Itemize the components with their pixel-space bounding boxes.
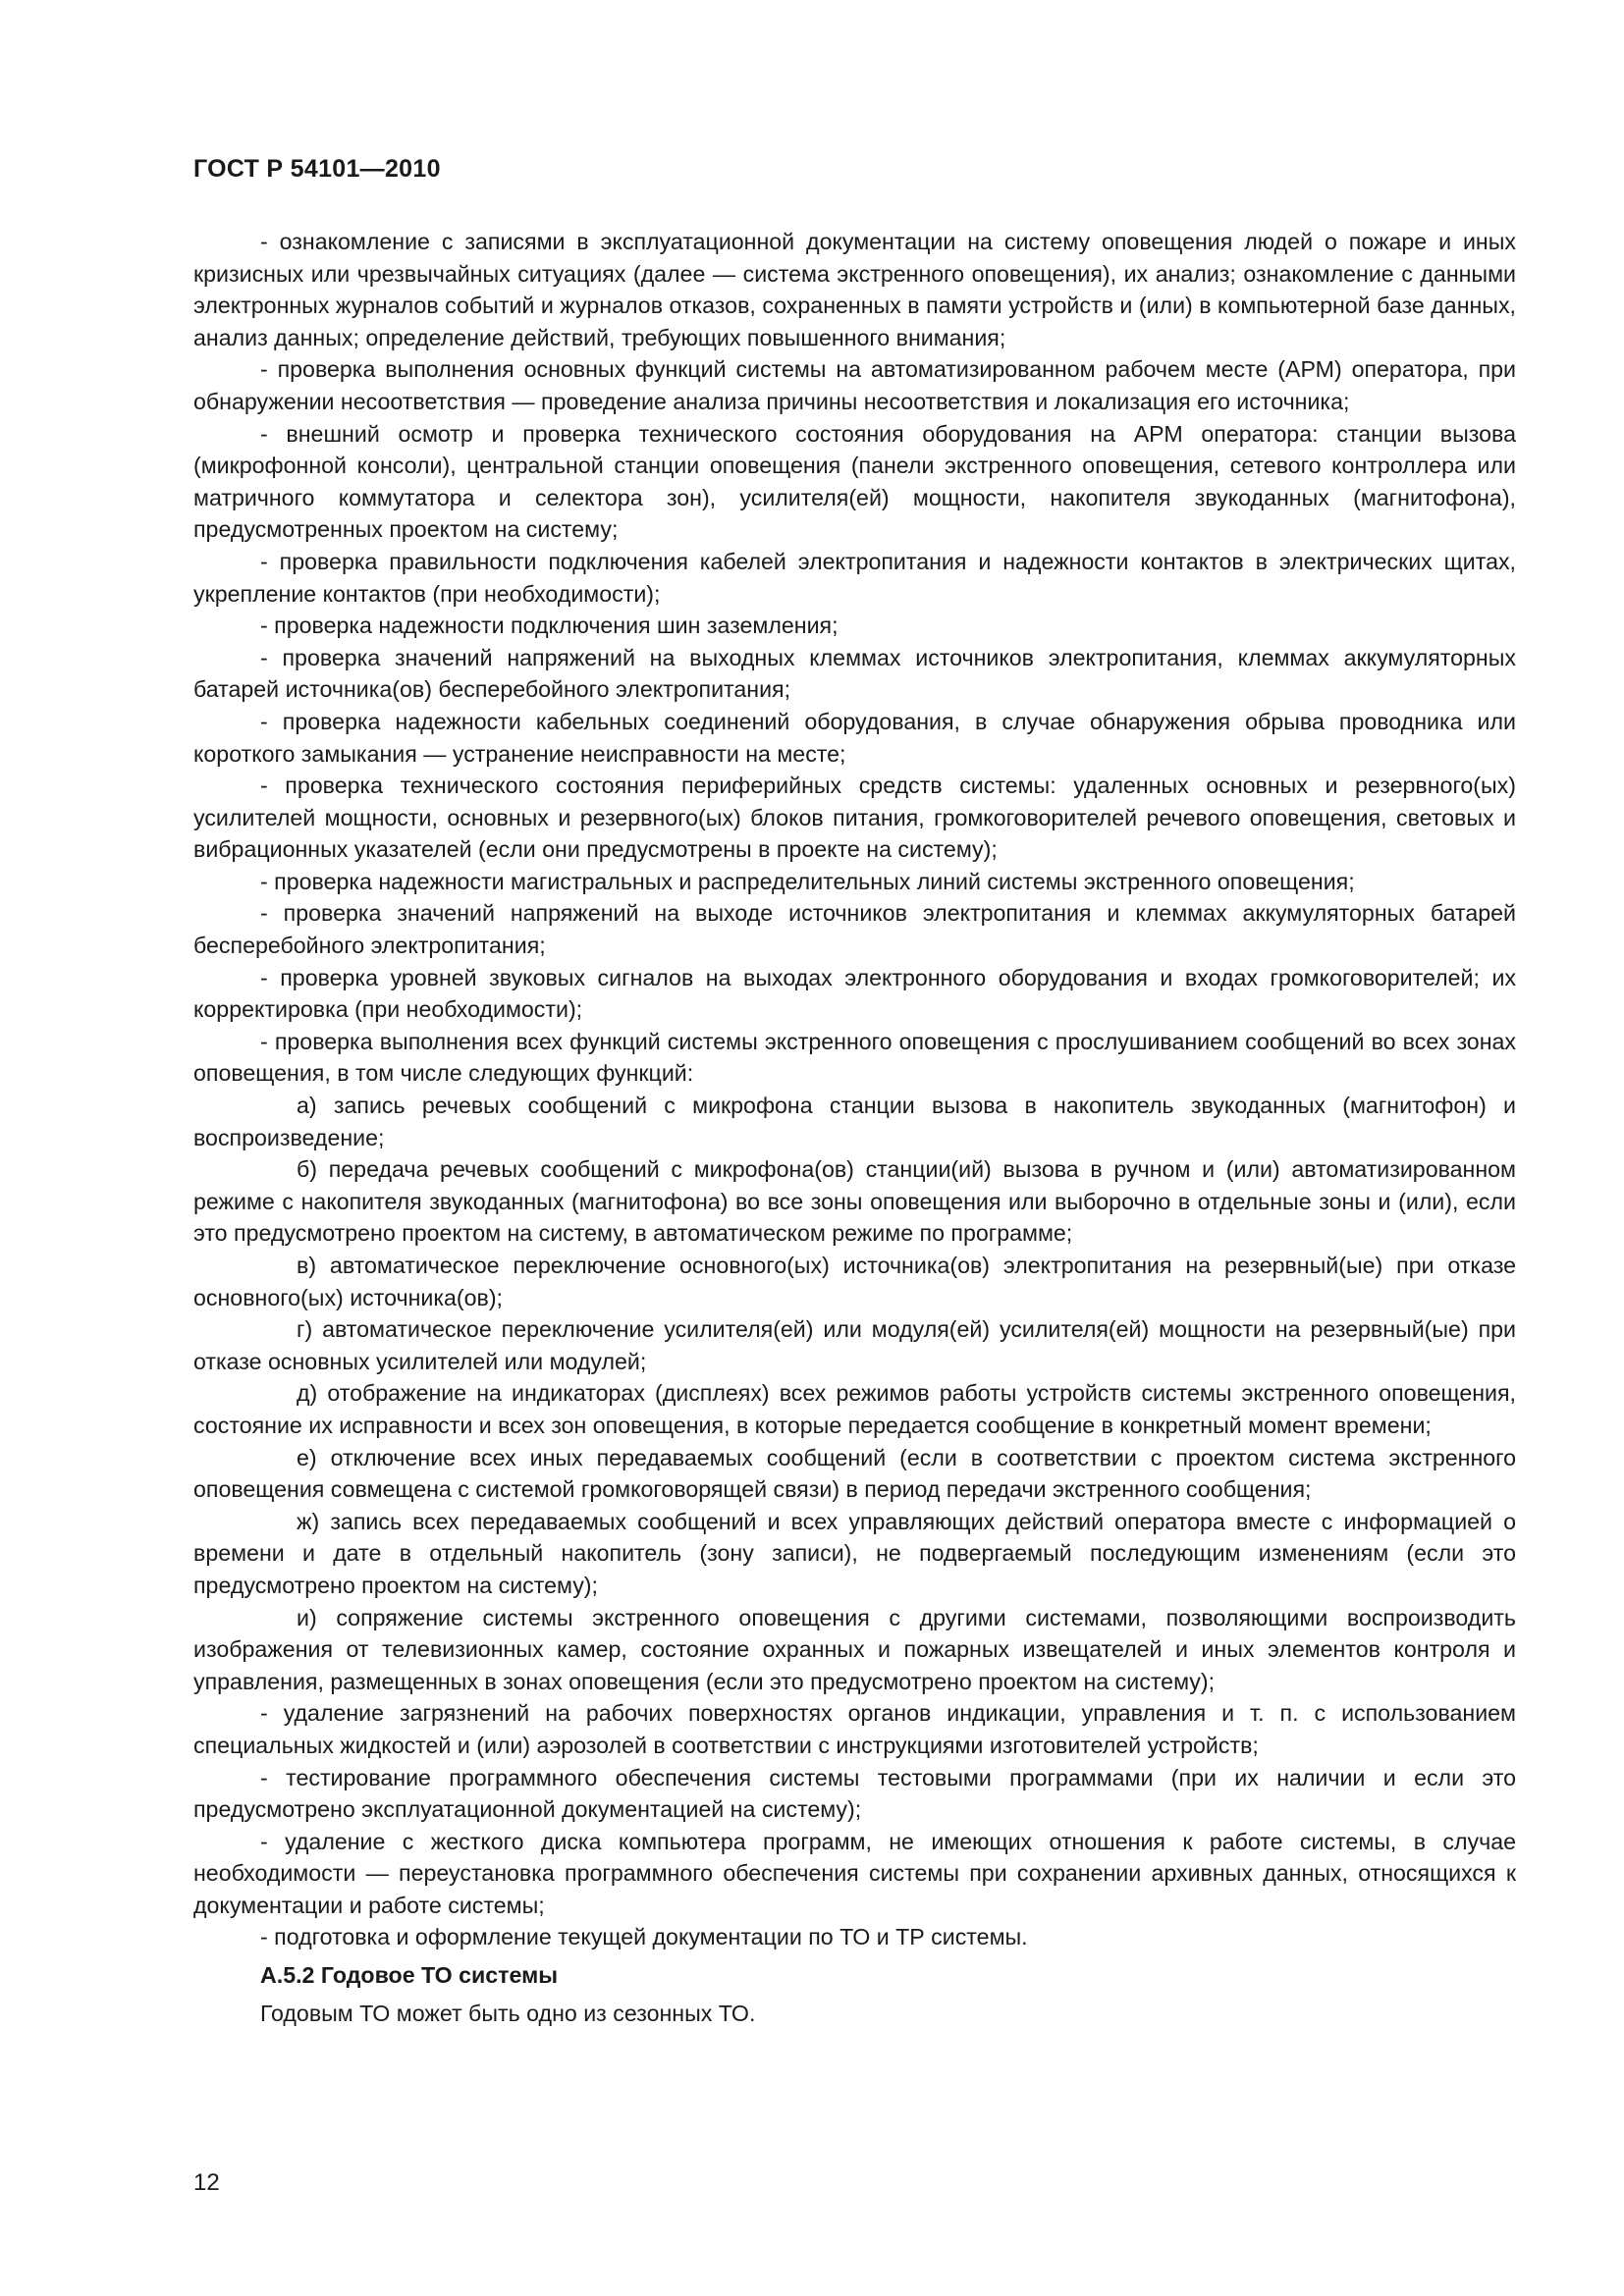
paragraph: - проверка правильности подключения кабелей электропитания и надежности контактов в электрических щитах, укрепление контактов (при необходимости); (193, 548, 1516, 607)
sub-item: ж) запись всех передаваемых сообщений и всех управляющих действий оператора вместе с информацией о времени и дате в отдельный накопитель (зону записи), не подвергаемый последующим изменениям (если это предусмотрено проектом на систему); (193, 1508, 1516, 1598)
paragraph: - удаление с жесткого диска компьютера программ, не имеющих отношения к работе системы, в случае необходимости — переустановка программного обеспечения системы при сохранении архивных данных, относящихся к документации и работе системы; (193, 1828, 1516, 1918)
paragraph: - проверка надежности подключения шин заземления; (260, 613, 839, 639)
paragraph: - проверка выполнения всех функций системы экстренного оповещения с прослушиванием сообщений во всех зонах оповещения, в том числе следующих функций: (193, 1028, 1516, 1087)
sub-item: в) автоматическое переключение основного(ых) источника(ов) электропитания на резервный(ые) при отказе основного(ых) источника(ов); (193, 1253, 1516, 1310)
paragraph: - тестирование программного обеспечения системы тестовыми программами (при их наличии и если это предусмотрено эксплуатационной документацией на систему); (193, 1764, 1516, 1823)
paragraph: - подготовка и оформление текущей документации по ТО и ТР системы. (260, 1924, 1028, 1950)
sub-item: а) запись речевых сообщений с микрофона станции вызова в накопитель звукоданных (магнитофон) и воспроизведение; (193, 1093, 1516, 1150)
paragraph: - проверка надежности кабельных соединений оборудования, в случае обнаружения обрыва проводника или короткого замыкания — устранение неисправности на месте; (193, 708, 1516, 767)
sub-item: е) отключение всех иных передаваемых сообщений (если в соответствии с проектом система экстренного оповещения совмещена с системой громкоговорящей связи) в период передачи экстренного сообщения; (193, 1444, 1516, 1503)
sub-item: д) отображение на индикаторах (дисплеях) всех режимов работы устройств системы экстренного оповещения, состояние их исправности и всех зон оповещения, в которые передается сообщение в конкретный момент времени; (193, 1380, 1516, 1438)
paragraph: - внешний осмотр и проверка технического состояния оборудования на АРМ оператора: станции вызова (микрофонной консоли), центральной станции оповещения (панели экстренного оповещения, сетевого контроллера или матричного коммутатора и селектора зон), усилителя(ей) мощности, накопителя звукоданных (магнитофона), предусмотренных проектом на систему; (193, 420, 1516, 543)
paragraph: - проверка уровней звуковых сигналов на выходах электронного оборудования и входах громкоговорителей; их корректировка (при необходимости); (193, 964, 1516, 1023)
document-header: ГОСТ Р 54101—2010 (193, 155, 441, 183)
paragraph: - проверка выполнения основных функций системы на автоматизированном рабочем месте (АРМ) оператора, при обнаружении несоответствия — проведение анализа причины несоответствия и локализация его источника; (193, 356, 1516, 414)
paragraph: - проверка надежности магистральных и распределительных линий системы экстренного оповещения; (260, 868, 1355, 894)
section-text: Годовым ТО может быть одно из сезонных ТО. (260, 2000, 756, 2026)
paragraph: - проверка значений напряжений на выходных клеммах источников электропитания, клеммах аккумуляторных батарей источника(ов) бесперебойного электропитания; (193, 644, 1516, 703)
sub-item: и) сопряжение системы экстренного оповещения с другими системами, позволяющими воспроизводить изображения от телевизионных камер, состояние охранных и пожарных извещателей и иных элементов контроля и управления, размещенных в зонах оповещения (если это предусмотрено проектом на систему); (193, 1604, 1516, 1694)
document-body (193, 226, 1516, 2029)
section-heading: А.5.2 Годовое ТО системы (260, 1962, 559, 1989)
sub-item: г) автоматическое переключение усилителя(ей) или модуля(ей) усилителя(ей) мощности на резервный(ые) при отказе основных усилителей или модулей; (193, 1316, 1516, 1374)
sub-item: б) передача речевых сообщений с микрофона(ов) станции(ий) вызова в ручном и (или) автоматизированном режиме с накопителя звукоданных (магнитофона) во все зоны оповещения или выборочно в отдельные зоны и (или), если это предусмотрено проектом на систему, в автоматическом режиме по программе; (193, 1156, 1516, 1247)
paragraph: - проверка значений напряжений на выходе источников электропитания и клеммах аккумуляторных батарей бесперебойного электропитания; (193, 900, 1516, 959)
paragraph: - удаление загрязнений на рабочих поверхностях органов индикации, управления и т. п. с использованием специальных жидкостей и (или) аэрозолей в соответствии с инструкциями изготовителей устройств; (193, 1700, 1516, 1758)
page-number: 12 (193, 2169, 220, 2196)
paragraph: - ознакомление с записями в эксплуатационной документации на систему оповещения людей о пожаре и иных кризисных или чрезвычайных ситуациях (далее — система экстренного оповещения), их анализ; ознакомление с данными электронных журналов событий и журналов отказов, сохраненных в памяти устройств и (или) в компьютерной базе данных, анализ данных; определение действий, требующих повышенного внимания; (193, 229, 1516, 350)
paragraph: - проверка технического состояния периферийных средств системы: удаленных основных и резервного(ых) усилителей мощности, основных и резервного(ых) блоков питания, громкоговорителей речевого оповещения, световых и вибрационных указателей (если они предусмотрены в проекте на систему); (193, 773, 1516, 863)
